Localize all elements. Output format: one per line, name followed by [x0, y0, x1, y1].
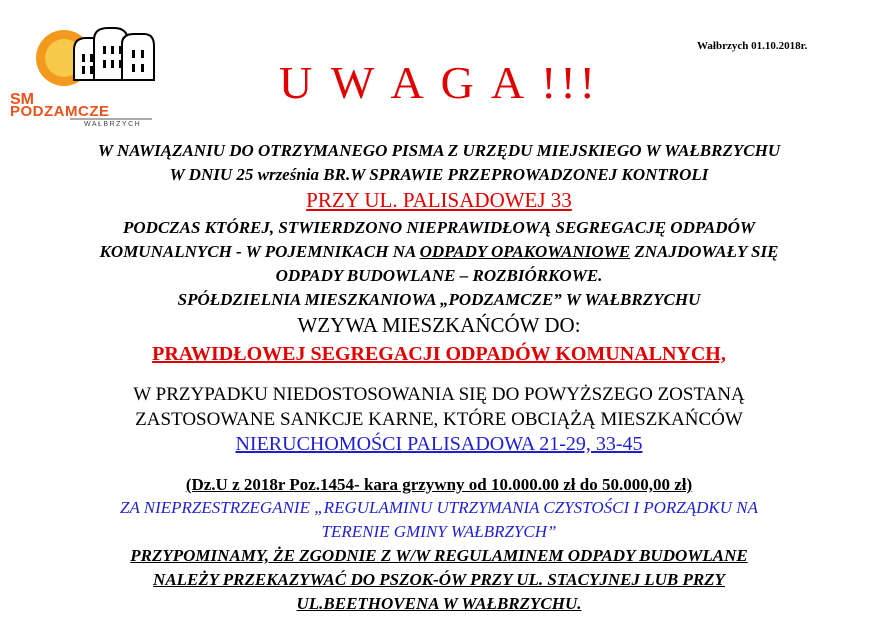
body-line-2: W DNIU 25 września BR.W SPRAWIE PRZEPROWADZONEJ KONTROLI — [169, 165, 709, 184]
body-line-4: PODCZAS KTÓREJ, STWIERDZONO NIEPRAWIDŁOWĄ SEGREGACJĘ ODPADÓW — [123, 218, 755, 237]
body-line-17: NALEŻY PRZEKAZYWAĆ DO PSZOK-ÓW PRZY UL. STACYJNEJ LUB PRZY — [153, 570, 725, 589]
body-line-5-underlined: ODPADY OPAKOWANIOWE — [419, 242, 631, 261]
property-heading: NIERUCHOMOŚCI PALISADOWA 21-29, 33-45 — [235, 433, 643, 455]
logo-name-text: PODZAMCZE — [10, 103, 110, 120]
segregation-heading: PRAWIDŁOWEJ SEGREGACJI ODPADÓW KOMUNALNYCH, — [152, 343, 726, 365]
logo-city-text: WAŁBRZYCH — [84, 121, 142, 126]
body-line-5-a: KOMUNALNYCH - W POJEMNIKACH NA — [99, 242, 420, 261]
body-line-16: PRZYPOMINAMY, ŻE ZGODNIE Z W/W REGULAMINEM ODPADY BUDOWLANE — [130, 546, 748, 565]
body-line-10: W PRZYPADKU NIEDOSTOSOWANIA SIĘ DO POWYŻSZEGO ZOSTANĄ — [133, 384, 745, 405]
body-line-18: UL.BEETHOVENA W WAŁBRZYCHU. — [296, 594, 582, 613]
address-heading: PRZY UL. PALISADOWEJ 33 — [306, 188, 572, 212]
logo-sm-text: SM — [10, 91, 34, 108]
notice-title: U W A G A !!! — [279, 57, 599, 108]
body-line-15: TERENIE GMINY WAŁBRZYCH” — [321, 522, 557, 541]
legal-reference: (Dz.U z 2018r Poz.1454- kara grzywny od 10.000.00 zł do 50.000,00 zł) — [185, 475, 693, 494]
body-line-1: W NAWIĄZANIU DO OTRZYMANEGO PISMA Z URZĘDU MIEJSKIEGO W WAŁBRZYCHU — [97, 141, 781, 160]
body-line-6: ODPADY BUDOWLANE – ROZBIÓRKOWE. — [275, 266, 603, 285]
document-date: Wałbrzych 01.10.2018r. — [697, 40, 808, 52]
body-line-5-c: ZNAJDOWAŁY SIĘ — [630, 242, 779, 261]
body-line-14: ZA NIEPRZESTRZEGANIE „REGULAMINU UTRZYMANIA CZYSTOŚCI I PORZĄDKU NA — [119, 498, 759, 517]
body-line-5 — [0, 242, 878, 262]
body-line-8: WZYWA MIESZKAŃCÓW DO: — [297, 313, 581, 337]
body-line-7: SPÓŁDZIELNIA MIESZKANIOWA „PODZAMCZE” W WAŁBRZYCHU — [177, 290, 701, 309]
body-line-11: ZASTOSOWANE SANKCJE KARNE, KTÓRE OBCIĄŻĄ MIESZKAŃCÓW — [135, 409, 743, 430]
